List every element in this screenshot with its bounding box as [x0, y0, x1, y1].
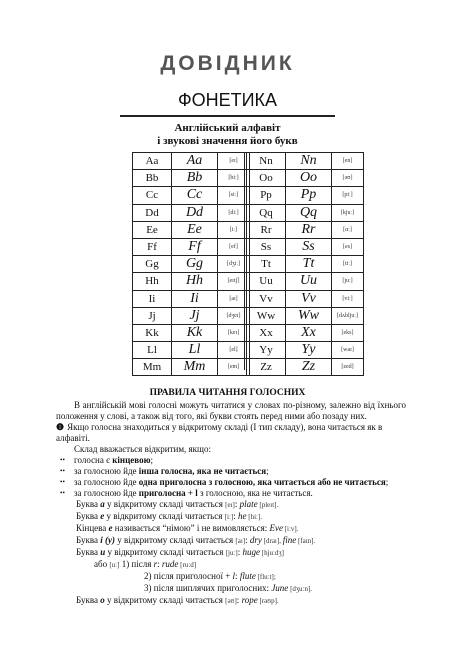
handwritten-letter: Mm	[172, 359, 218, 376]
alphabet-row	[247, 221, 364, 238]
printed-letter: Zz	[247, 359, 286, 376]
printed-letter: Hh	[133, 273, 172, 290]
handwritten-letter: Zz	[286, 359, 332, 376]
handwritten-letter: Ii	[172, 290, 218, 307]
handwritten-letter: Xx	[286, 324, 332, 341]
rule-mute-e: Кінцева e називається “німою” і не вимовляється: Eve [iːv].	[76, 523, 299, 533]
letter-transcription: [keɪ]	[218, 324, 250, 341]
section-title: ФОНЕТИКА	[177, 90, 278, 110]
handwritten-letter: Ff	[172, 238, 218, 255]
section-divider	[120, 115, 335, 117]
printed-letter: Bb	[133, 170, 172, 187]
alphabet-row	[247, 170, 364, 187]
letter-transcription: [em]	[218, 359, 250, 376]
letter-transcription: [tiː]	[332, 256, 364, 273]
letter-transcription: [biː]	[218, 170, 250, 187]
alphabet-row	[247, 273, 364, 290]
letter-transcription: [el]	[218, 342, 250, 359]
alphabet-row	[247, 238, 364, 255]
handwritten-letter: Tt	[286, 256, 332, 273]
alphabet-heading-line1: Англійський алфавіт	[174, 122, 281, 134]
letter-transcription: [waɪ]	[332, 342, 364, 359]
alphabet-row	[133, 238, 250, 255]
letter-transcription: [eks]	[332, 324, 364, 341]
printed-letter: Vv	[247, 290, 286, 307]
letter-transcription: [es]	[332, 238, 364, 255]
printed-letter: Gg	[133, 256, 172, 273]
rule-letter-u: Буква u у відкритому складі читається [juː]: huge [hjuːdʒ]	[76, 547, 284, 557]
letter-transcription: [piː]	[332, 187, 364, 204]
printed-letter: Ff	[133, 238, 172, 255]
printed-letter: Xx	[247, 324, 286, 341]
letter-transcription: [eɪ]	[218, 153, 250, 170]
letter-transcription: [kjuː]	[332, 204, 364, 221]
handwritten-letter: Bb	[172, 170, 218, 187]
alphabet-row	[133, 204, 250, 221]
alphabet-row	[133, 307, 250, 324]
alphabet-table-left	[132, 152, 250, 376]
rules-intro: В англійській мові голосні можуть читатися у словах по-різному, залежно від їхнього положення у слові, а також від того, які букви стоять перед ними або позаду них.	[56, 400, 406, 421]
letter-transcription: [eɪtʃ]	[218, 273, 250, 290]
alphabet-row	[247, 324, 364, 341]
alphabet-row	[247, 290, 364, 307]
printed-letter: Tt	[247, 256, 286, 273]
printed-letter: Ss	[247, 238, 286, 255]
letter-transcription: [əʊ]	[332, 170, 364, 187]
rule-letter-u-alt-3: 3) після шиплячих приголосних: June [dʒuːn].	[144, 583, 313, 593]
handwritten-letter: Ee	[172, 221, 218, 238]
rule-point-1: ❶ Якщо голосна знаходиться у відкритому складі (І тип складу), вона читається як в алфавіті.	[56, 422, 383, 443]
handwritten-letter: Hh	[172, 273, 218, 290]
rule-letter-i: Буква i (y) у відкритому складі читається [aɪ]: dry [draɪ], fine [faɪn].	[76, 535, 316, 545]
handwritten-letter: Aa	[172, 153, 218, 170]
letter-transcription: [dʌbljuː]	[332, 307, 364, 324]
printed-letter: Mm	[133, 359, 172, 376]
alphabet-row	[247, 307, 364, 324]
letter-transcription: [juː]	[332, 273, 364, 290]
alphabet-row	[133, 153, 250, 170]
printed-letter: Kk	[133, 324, 172, 341]
printed-letter: Aa	[133, 153, 172, 170]
handwritten-letter: Vv	[286, 290, 332, 307]
alphabet-row	[247, 359, 364, 376]
handwritten-letter: Ww	[286, 307, 332, 324]
handwritten-letter: Dd	[172, 204, 218, 221]
handwritten-letter: Pp	[286, 187, 332, 204]
letter-transcription: [viː]	[332, 290, 364, 307]
alphabet-row	[133, 170, 250, 187]
rule-letter-o: Буква o у відкритому складі читається [əʊ]: rope [rəʊp].	[76, 595, 279, 605]
rule-letter-u-alt-2: 2) після приголосної + l: flute [fluːt];	[144, 571, 276, 581]
handwritten-letter: Uu	[286, 273, 332, 290]
rule-letter-e: Буква e у відкритому складі читається [iː]: he [hiː].	[76, 511, 263, 521]
alphabet-row	[133, 290, 250, 307]
handwritten-letter: Yy	[286, 342, 332, 359]
letter-transcription: [zed]	[332, 359, 364, 376]
handwritten-letter: Oo	[286, 170, 332, 187]
alphabet-row	[133, 324, 250, 341]
bullet-icon: ••	[60, 467, 65, 475]
handwritten-letter: Nn	[286, 153, 332, 170]
handwritten-letter: Kk	[172, 324, 218, 341]
rule-letter-a: Буква a у відкритому складі читається [eɪ]: plate [pleɪt].	[76, 499, 279, 509]
letter-transcription: [siː]	[218, 187, 250, 204]
rules-title: ПРАВИЛА ЧИТАННЯ ГОЛОСНИХ	[149, 388, 306, 398]
printed-letter: Jj	[133, 307, 172, 324]
printed-letter: Ee	[133, 221, 172, 238]
bullet-item: •• за голосною йде інша голосна, яка не читається;	[60, 466, 269, 476]
alphabet-row	[133, 221, 250, 238]
handwritten-letter: Ss	[286, 238, 332, 255]
alphabet-row	[133, 359, 250, 376]
printed-letter: Ll	[133, 342, 172, 359]
alphabet-row	[247, 187, 364, 204]
printed-letter: Dd	[133, 204, 172, 221]
handwritten-letter: Rr	[286, 221, 332, 238]
page-header-title: ДОВІДНИК	[160, 52, 295, 75]
printed-letter: Qq	[247, 204, 286, 221]
handwritten-letter: Cc	[172, 187, 218, 204]
handwritten-letter: Gg	[172, 256, 218, 273]
alphabet-table-right	[246, 152, 364, 376]
rules-body	[56, 400, 406, 607]
handwritten-letter: Jj	[172, 307, 218, 324]
alphabet-row	[247, 153, 364, 170]
printed-letter: Oo	[247, 170, 286, 187]
printed-letter: Rr	[247, 221, 286, 238]
alphabet-heading-line2: і звукові значення його букв	[157, 135, 298, 147]
letter-transcription: [dʒeɪ]	[218, 307, 250, 324]
printed-letter: Ii	[133, 290, 172, 307]
alphabet-row	[247, 342, 364, 359]
alphabet-row	[133, 273, 250, 290]
letter-transcription: [dʒiː]	[218, 256, 250, 273]
letter-transcription: [aɪ]	[218, 290, 250, 307]
alphabet-table-heading	[0, 122, 455, 148]
printed-letter: Ww	[247, 307, 286, 324]
handwritten-letter: Qq	[286, 204, 332, 221]
alphabet-row	[133, 256, 250, 273]
alphabet-row	[133, 342, 250, 359]
printed-letter: Cc	[133, 187, 172, 204]
bullet-item: •• за голосною йде одна приголосна з голосною, яка читається або не читається;	[60, 477, 389, 487]
printed-letter: Nn	[247, 153, 286, 170]
bullet-icon: ••	[60, 478, 65, 486]
bullet-item: •• голосна є кінцевою;	[60, 455, 153, 465]
handwritten-letter: Ll	[172, 342, 218, 359]
printed-letter: Yy	[247, 342, 286, 359]
alphabet-row	[133, 187, 250, 204]
bullet-icon: ••	[60, 489, 65, 497]
letter-transcription: [diː]	[218, 204, 250, 221]
alphabet-row	[247, 204, 364, 221]
bullet-item: •• за голосною йде приголосна + l з голосною, яка не читається.	[60, 488, 313, 498]
letter-transcription: [en]	[332, 153, 364, 170]
printed-letter: Pp	[247, 187, 286, 204]
alphabet-row	[247, 256, 364, 273]
letter-transcription: [ef]	[218, 238, 250, 255]
letter-transcription: [iː]	[218, 221, 250, 238]
number-one-icon: ❶	[56, 422, 65, 432]
open-syllable-intro: Склад вважається відкритим, якщо:	[74, 444, 211, 454]
rule-letter-u-alt-1: або [uː] 1) після r: rude [ruːd]	[94, 559, 197, 569]
bullet-icon: ••	[60, 456, 65, 464]
printed-letter: Uu	[247, 273, 286, 290]
letter-transcription: [ɑː]	[332, 221, 364, 238]
